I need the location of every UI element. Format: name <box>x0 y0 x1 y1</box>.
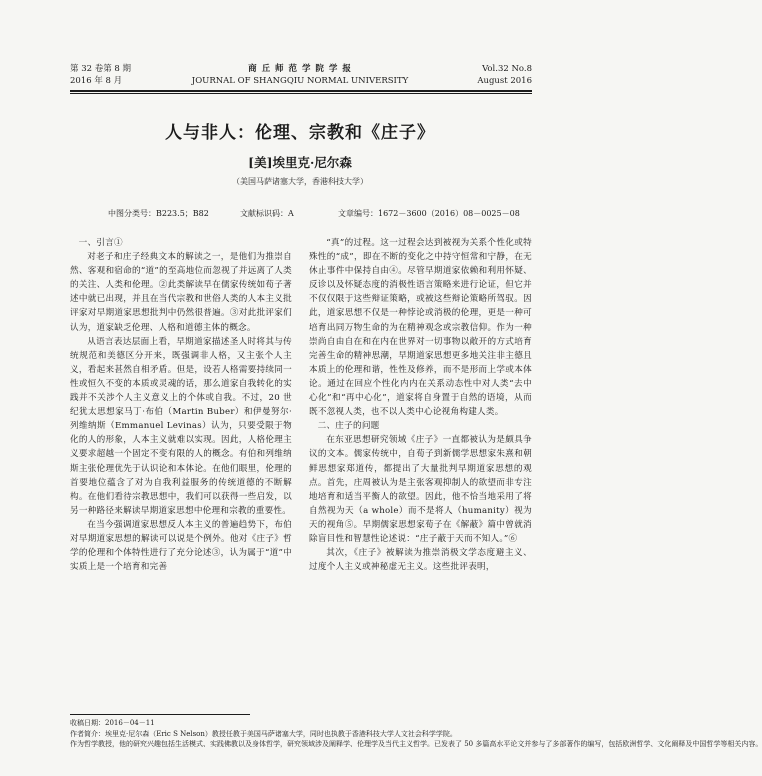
body-paragraph: “真”的过程。这一过程会达到被视为关系个性化或特殊性的“成”，即在不断的变化之中持守恒常和宁静，在无休止事件中保持自由④。尽管早期道家依赖和利用怀疑、反诊以及怀疑态度的消极性语言策略来进行论证，但它并不仅仅限于这些辩证策略，或被这些辩论策略所驾驭。因此，道家思想不仅是一种悖论或消极的伦理，更是一种可培育出同万物生命的为在精神观念或宗教信仰。作为一种崇尚自由自在和在内在世界对一切事物以敞开的方式培育完善生命的精神思潮，早期道家思想更多地关注非主德且本质上的伦理和谐，性性及修养，而不是形而上学或本体论。通过在回应个性化内内在关系动态性中对人类“去中心化”和“再中心化”，道家将自身置于自然的语境，从而既不忽视人类，也不以人类中心论视角构建人类。 <box>309 238 532 418</box>
journal-volume-info: 第 32 卷第 8 期 2016 年 8 月 <box>70 64 132 86</box>
journal-issue-info: Vol.32 No.8 August 2016 <box>477 64 532 86</box>
journal-name: 商 丘 师 范 学 院 学 报 JOURNAL OF SHANGQIU NORMAL UNIVERSITY <box>191 64 409 86</box>
body-paragraph: 在东亚思想研究领域《庄子》一直都被认为是颇具争议的文本。儒家传统中，自荀子到新儒学思想家朱熹和朝鲜思想家郑道传，都提出了大量批判早期道家思想的观点。首先，庄周被认为是主张客观抑制人的欲望而非专注地培育和适当平衡人的欲望。因此，他不恰当地采用了将自然视为天（a whole）而不是将人（humanity）视为天的视角⑤。早期儒家思想家荀子在《解蔽》篇中曾就消除盲目性和智慧性论述说：“庄子蔽于天而不知人。”⑥ <box>309 435 532 544</box>
right-body-column <box>309 236 532 574</box>
footnote-line: 作者简介：埃里克·尼尔森（Eric S Nelson）教授任教于美国马萨诸塞大学，同时也执教于香港科技大学人文社会科学学院。 <box>70 729 457 738</box>
section-heading: 二、庄子的问题 <box>317 421 380 432</box>
author-affiliation: （美国马萨诸塞大学，香港科技大学） <box>232 177 368 186</box>
body-paragraph: 对老子和庄子经典文本的解读之一，是他们为推崇自然、客观和宿命的“道”的至高地位而忽视了并远离了人类的关注、人类和伦理。②此类解读早在儒家传统如荀子著述中就已出现，并且在当代宗教和世俗人类的人本主义批评家对早期道家思想批判中仍然很普遍。③对此批评家们认为，道家缺乏伦理、人格和道德主体的概念。 <box>70 252 292 333</box>
footnotes <box>70 718 762 750</box>
article-number: 文章编号：1672－3600（2016）08－0025－08 <box>338 209 520 218</box>
document-code: 文献标识码：A <box>240 209 294 218</box>
body-paragraph: 其次，《庄子》被解读为推崇消极文学态度避主义、过度个人主义或神秘虚无主义。这些批评表明， <box>309 548 532 573</box>
footnote-line: 收稿日期：2016－04－11 <box>70 719 155 727</box>
header-rule-thin <box>70 93 532 94</box>
header-rule-thick <box>70 90 532 92</box>
body-paragraph: 从语言表达层面上看，早期道家描述圣人时将其与传统规范和美德区分开来，既强调非人格，又主张个人主义，看起来甚然自相矛盾。但是，设若人格需要持续同一性或恒久不变的本质或灵魂的话，那么道家自我转化的实践并不关涉个人主义意义上的个体或自我。不过，20 世纪犹太思想家马丁·布伯（Martin Buber）和伊曼努尔·列维纳斯（Emmanuel Levinas）认为，只要受限于物化的人的形象，人本主义就难以实现。因此，人格伦理主义要求超越一个固定不变有限的人的概念。有伯和列维纳斯主张伦理优先于认识论和本体论。在他们眼里，伦理的首要地位蕴含了对为自我利益服务的传统道德的不断解构。在他们看待宗教思想中，我们可以获得一些启发，以另一种路径来解读早期道家思想中伦理和宗教的重要性。 <box>70 336 292 516</box>
footnote-rule <box>70 714 250 715</box>
left-body-column <box>70 236 292 574</box>
article-author: [美]埃里克·尼尔森 <box>248 155 352 170</box>
body-paragraph: 在当今强调道家思想反人本主义的普遍趋势下，布伯对早期道家思想的解读可以说是个例外。他对《庄子》哲学的伦理和个体特性进行了充分论述③，认为属于“道”中实质上是一个培育和完善 <box>70 519 292 573</box>
article-title: 人与非人：伦理、宗教和《庄子》 <box>165 123 435 143</box>
clc-number: 中图分类号：B223.5；B82 <box>108 209 209 218</box>
section-heading: 一、引言① <box>78 238 123 248</box>
footnote-line: 作为哲学教授，他的研究兴趣包括生活模式、实践佛教以及身体哲学，研究领域涉及阐释学、伦理学及当代主义哲学。已发表了 50 多篇高水平论文并参与了多部著作的编写，包括欧洲哲学、文化阐释及中国哲学等相关内容。 <box>70 740 762 749</box>
